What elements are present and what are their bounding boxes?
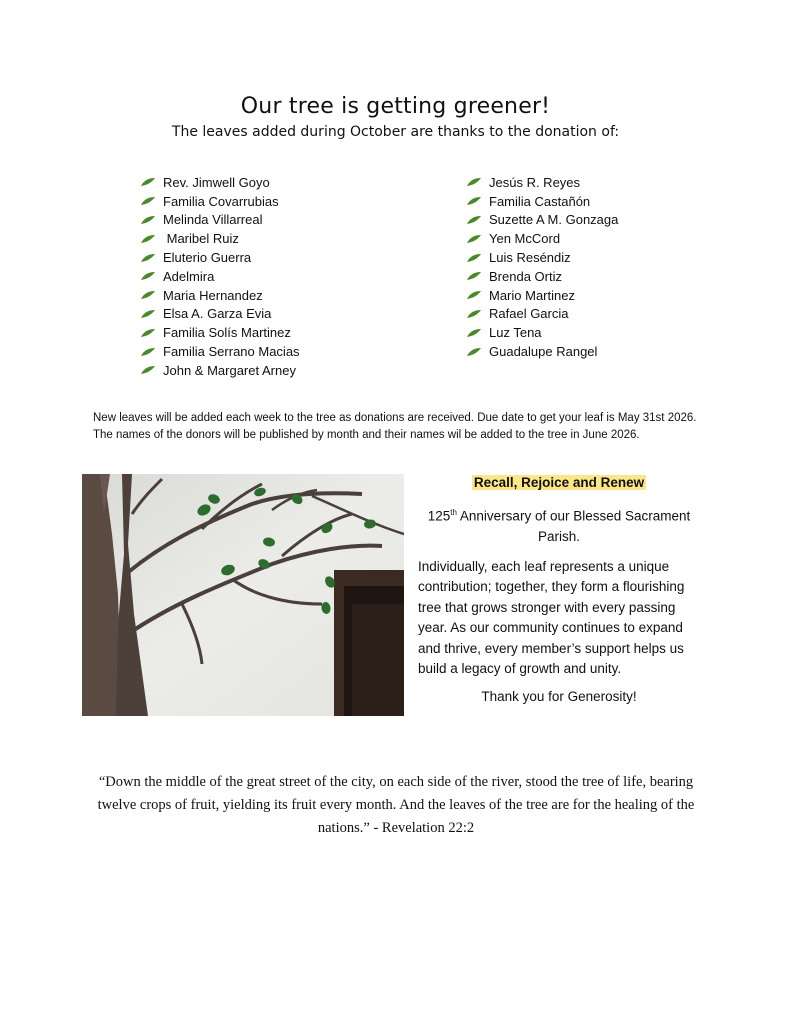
leaf-icon (140, 328, 156, 338)
donor-name: Luis Reséndiz (489, 250, 571, 266)
leaf-icon (140, 271, 156, 281)
donor-name: Luz Tena (489, 325, 542, 341)
donor-name: Familia Castañón (489, 193, 591, 209)
donor-name: Adelmira (163, 268, 215, 284)
leaf-icon (466, 215, 482, 225)
leaf-icon (140, 177, 156, 187)
donor-item (140, 361, 300, 380)
donor-name: Jesús R. Reyes (489, 174, 581, 190)
leaf-icon (140, 196, 156, 206)
thanks-line: Thank you for Generosity! (481, 688, 637, 704)
tree-mural-photo (82, 474, 404, 716)
panel-heading: Recall, Rejoice and Renew (473, 475, 645, 490)
donor-item (140, 286, 300, 305)
donor-item (140, 305, 300, 324)
leaf-icon (466, 177, 482, 187)
donor-name: Yen McCord (489, 231, 561, 247)
page-subtitle: The leaves added during October are thanks to the donation of: (171, 124, 620, 140)
donation-notice: New leaves will be added each week to the tree as donations are received. Due date to get your leaf is May 31st 2026. The names of the donors will be published by month and their names wil be added to the tree in June 2026. (93, 412, 697, 441)
donor-name: Maribel Ruiz (163, 231, 239, 247)
donor-item (140, 248, 300, 267)
donor-item (466, 342, 618, 361)
page-title: Our tree is getting greener! (240, 94, 551, 119)
donor-item (466, 173, 618, 192)
scripture-quote: “Down the middle of the great street of the city, on each side of the river, stood the tree of life, bearing twelve crops of fruit, yielding its fruit every month. And the leaves of the tree are for the healing of the nations.” - Revelation 22:2 (97, 774, 695, 836)
leaf-icon (466, 234, 482, 244)
anniversary-panel (418, 472, 700, 704)
donor-item (140, 211, 300, 230)
donor-item (466, 323, 618, 342)
donor-item (140, 342, 300, 361)
leaf-icon (140, 290, 156, 300)
donor-name: Eluterio Guerra (163, 250, 252, 266)
donor-item (466, 267, 618, 286)
leaf-icon (466, 253, 482, 263)
donor-item (466, 229, 618, 248)
donor-name: Mario Martinez (489, 287, 575, 303)
donor-item (466, 286, 618, 305)
donor-name: Melinda Villarreal (163, 212, 263, 228)
leaf-icon (466, 271, 482, 281)
donor-name: Familia Covarrubias (163, 193, 279, 209)
donor-list-left (140, 173, 300, 380)
donor-name: Familia Serrano Macias (163, 344, 300, 360)
leaf-icon (140, 253, 156, 263)
leaf-icon (466, 290, 482, 300)
anniversary-line: 125th Anniversary of our Blessed Sacrament Parish. (427, 508, 691, 544)
leaf-icon (140, 215, 156, 225)
donor-item (466, 192, 618, 211)
panel-body: Individually, each leaf represents a unique contribution; together, they form a flourishing tree that grows stronger with every passing year. As our community continues to expand and thrive, every member’s support helps us build a legacy of growth and unity. (418, 558, 685, 676)
donor-name: Suzette A M. Gonzaga (489, 212, 619, 228)
donor-name: Maria Hernandez (163, 287, 263, 303)
leaf-icon (140, 347, 156, 357)
donor-name: Rev. Jimwell Goyo (163, 174, 270, 190)
donor-name: Guadalupe Rangel (489, 344, 598, 360)
donor-item (140, 192, 300, 211)
leaf-icon (466, 196, 482, 206)
donor-list-right (466, 173, 618, 361)
donor-item (466, 211, 618, 230)
leaf-icon (466, 347, 482, 357)
donor-item (466, 305, 618, 324)
donor-item (140, 229, 300, 248)
donor-item (466, 248, 618, 267)
donor-item (140, 173, 300, 192)
donor-item (140, 267, 300, 286)
leaf-icon (140, 309, 156, 319)
donor-name: Elsa A. Garza Evia (163, 306, 272, 322)
leaf-icon (466, 309, 482, 319)
donor-item (140, 323, 300, 342)
leaf-icon (140, 365, 156, 375)
donor-name: Rafael Garcia (489, 306, 569, 322)
donor-name: Brenda Ortiz (489, 268, 562, 284)
leaf-icon (140, 234, 156, 244)
donor-name: Familia Solís Martinez (163, 325, 291, 341)
leaf-icon (466, 328, 482, 338)
donor-name: John & Margaret Arney (163, 362, 296, 378)
